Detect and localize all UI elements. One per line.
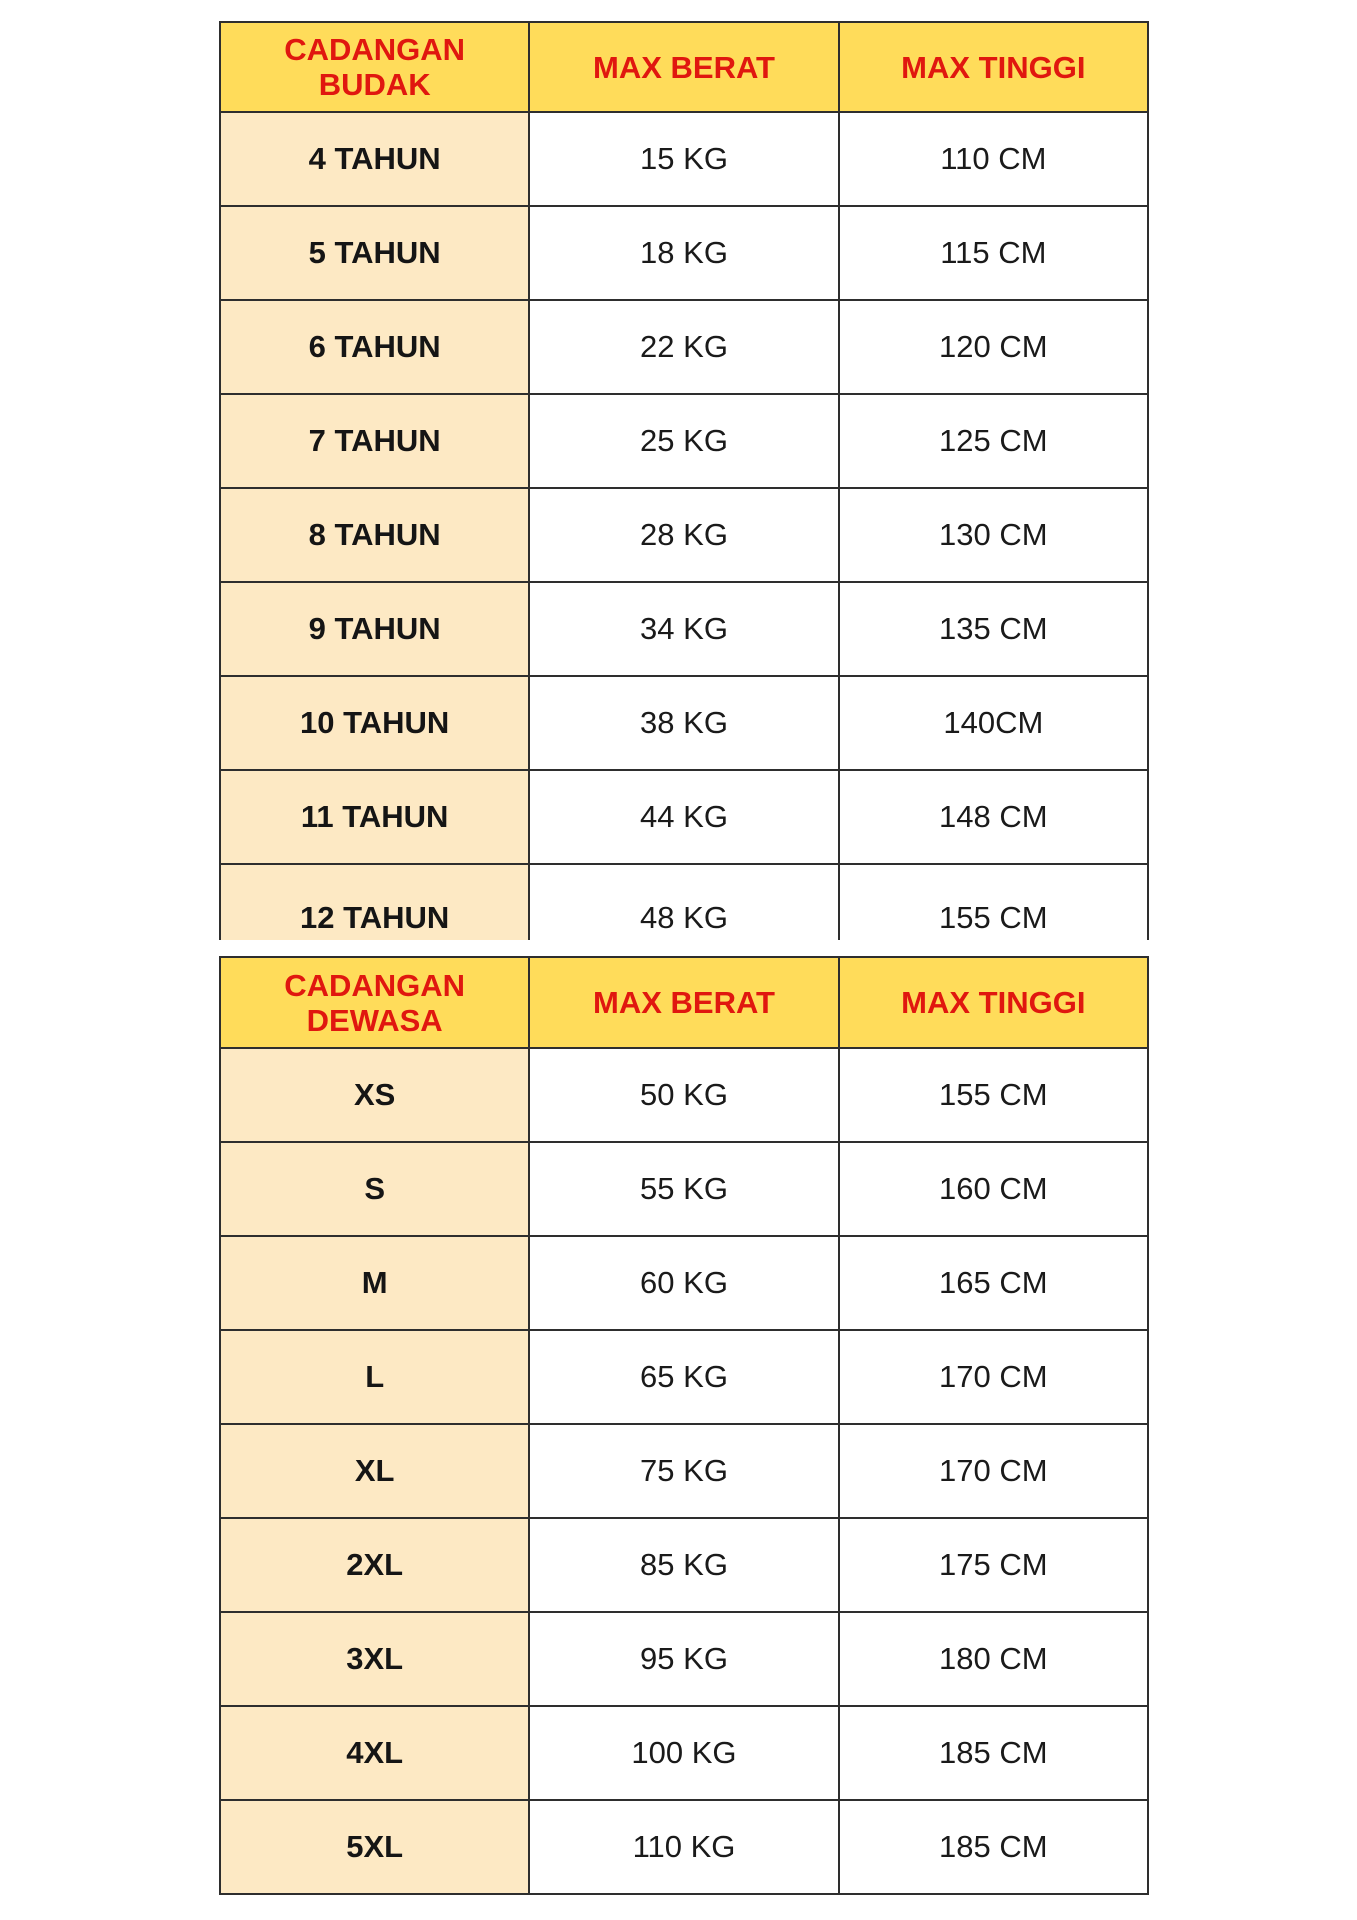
table-row (220, 1142, 1148, 1236)
header-cadangan: CADANGAN BUDAK (220, 22, 529, 112)
max-berat-cell: 100 KG (529, 1706, 838, 1800)
table-row (220, 394, 1148, 488)
max-berat-cell: 22 KG (529, 300, 838, 394)
max-tinggi-cell: 175 CM (839, 1518, 1148, 1612)
table-body (220, 957, 1148, 1894)
max-tinggi-cell: 115 CM (839, 206, 1148, 300)
header-max-tinggi: MAX TINGGI (839, 22, 1148, 112)
header-max-berat: MAX BERAT (529, 957, 838, 1048)
size-label-cell: 4 TAHUN (220, 112, 529, 206)
table-row (220, 770, 1148, 864)
size-label-cell: 2XL (220, 1518, 529, 1612)
size-label-cell: 3XL (220, 1612, 529, 1706)
size-label-cell: 8 TAHUN (220, 488, 529, 582)
table-header-row (220, 22, 1148, 112)
size-label-cell: 6 TAHUN (220, 300, 529, 394)
size-label-cell: XS (220, 1048, 529, 1142)
size-label-cell: 4XL (220, 1706, 529, 1800)
max-berat-cell: 65 KG (529, 1330, 838, 1424)
size-label-cell: 12 TAHUN (220, 864, 529, 940)
size-table-budak (219, 21, 1149, 940)
header-max-tinggi: MAX TINGGI (839, 957, 1148, 1048)
max-tinggi-cell: 185 CM (839, 1706, 1148, 1800)
table-row (220, 1518, 1148, 1612)
max-berat-cell: 85 KG (529, 1518, 838, 1612)
table-row (220, 488, 1148, 582)
max-tinggi-cell: 165 CM (839, 1236, 1148, 1330)
max-berat-cell: 55 KG (529, 1142, 838, 1236)
table-row (220, 676, 1148, 770)
table-row (220, 1800, 1148, 1894)
max-berat-cell: 60 KG (529, 1236, 838, 1330)
size-label-cell: M (220, 1236, 529, 1330)
max-tinggi-cell: 160 CM (839, 1142, 1148, 1236)
max-tinggi-cell: 125 CM (839, 394, 1148, 488)
max-berat-cell: 25 KG (529, 394, 838, 488)
max-tinggi-cell: 180 CM (839, 1612, 1148, 1706)
table-row (220, 1236, 1148, 1330)
size-table-dewasa (219, 956, 1149, 1895)
max-tinggi-cell: 170 CM (839, 1330, 1148, 1424)
size-label-cell: 5XL (220, 1800, 529, 1894)
max-tinggi-cell: 170 CM (839, 1424, 1148, 1518)
max-berat-cell: 75 KG (529, 1424, 838, 1518)
max-tinggi-cell: 148 CM (839, 770, 1148, 864)
max-berat-cell: 95 KG (529, 1612, 838, 1706)
table-row (220, 864, 1148, 940)
max-berat-cell: 110 KG (529, 1800, 838, 1894)
table-row (220, 1612, 1148, 1706)
size-label-cell: 10 TAHUN (220, 676, 529, 770)
table-row (220, 300, 1148, 394)
max-tinggi-cell: 185 CM (839, 1800, 1148, 1894)
size-label-cell: S (220, 1142, 529, 1236)
max-tinggi-cell: 130 CM (839, 488, 1148, 582)
max-berat-cell: 28 KG (529, 488, 838, 582)
max-berat-cell: 44 KG (529, 770, 838, 864)
max-berat-cell: 50 KG (529, 1048, 838, 1142)
max-tinggi-cell: 120 CM (839, 300, 1148, 394)
size-label-cell: 7 TAHUN (220, 394, 529, 488)
header-cadangan: CADANGAN DEWASA (220, 957, 529, 1048)
table-row (220, 206, 1148, 300)
max-berat-cell: 38 KG (529, 676, 838, 770)
table-row (220, 1706, 1148, 1800)
max-tinggi-cell: 135 CM (839, 582, 1148, 676)
header-max-berat: MAX BERAT (529, 22, 838, 112)
max-berat-cell: 18 KG (529, 206, 838, 300)
size-label-cell: 5 TAHUN (220, 206, 529, 300)
size-label-cell: 11 TAHUN (220, 770, 529, 864)
table-header-row (220, 957, 1148, 1048)
table-row (220, 582, 1148, 676)
table-body (220, 22, 1148, 940)
max-tinggi-cell: 155 CM (839, 864, 1148, 940)
table-row (220, 1048, 1148, 1142)
size-label-cell: 9 TAHUN (220, 582, 529, 676)
max-tinggi-cell: 140CM (839, 676, 1148, 770)
max-tinggi-cell: 110 CM (839, 112, 1148, 206)
table-row (220, 112, 1148, 206)
max-berat-cell: 48 KG (529, 864, 838, 940)
table-row (220, 1330, 1148, 1424)
max-berat-cell: 15 KG (529, 112, 838, 206)
max-tinggi-cell: 155 CM (839, 1048, 1148, 1142)
max-berat-cell: 34 KG (529, 582, 838, 676)
size-label-cell: XL (220, 1424, 529, 1518)
size-label-cell: L (220, 1330, 529, 1424)
table-row (220, 1424, 1148, 1518)
